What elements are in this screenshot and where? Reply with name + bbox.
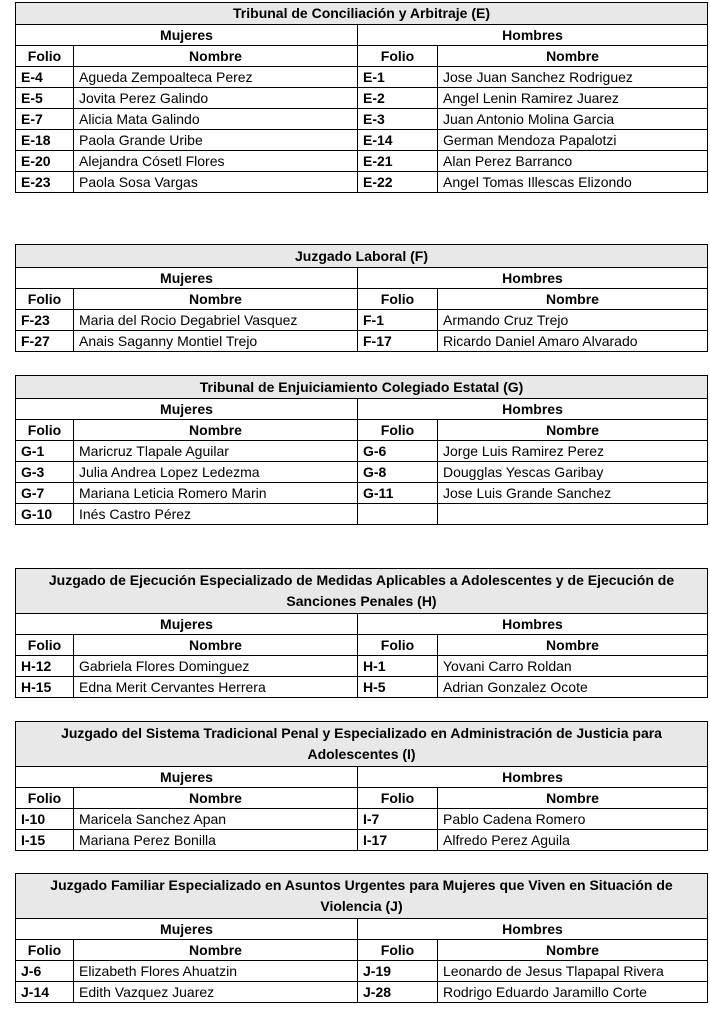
name-cell: Agueda Zempoalteca Perez	[74, 67, 358, 88]
folio-cell: E-1	[358, 67, 438, 88]
hombres-header: Hombres	[358, 919, 708, 940]
nombre-column-header: Nombre	[74, 46, 358, 67]
name-cell: Inés Castro Pérez	[74, 504, 358, 525]
mujeres-header: Mujeres	[16, 614, 358, 635]
name-cell: Gabriela Flores Dominguez	[74, 656, 358, 677]
section-title: Juzgado Laboral (F)	[16, 245, 708, 268]
nombre-column-header: Nombre	[74, 635, 358, 656]
name-cell: Yovani Carro Roldan	[438, 656, 708, 677]
name-cell: Leonardo de Jesus Tlapapal Rivera	[438, 961, 708, 982]
folio-cell: I-15	[16, 830, 74, 851]
table-row	[16, 677, 708, 698]
folio-cell: E-7	[16, 109, 74, 130]
folio-cell: E-2	[358, 88, 438, 109]
section-title: Tribunal de Conciliación y Arbitraje (E)	[16, 3, 708, 25]
name-cell: Mariana Perez Bonilla	[74, 830, 358, 851]
folio-cell: E-18	[16, 130, 74, 151]
name-cell: Alfredo Perez Aguila	[438, 830, 708, 851]
section-title: Juzgado del Sistema Tradicional Penal y Especializado en Administración de Justicia para Adolescentes (I)	[16, 722, 708, 767]
folio-cell: E-14	[358, 130, 438, 151]
folio-cell: F-23	[16, 310, 74, 331]
folio-column-header: Folio	[358, 635, 438, 656]
table-row	[16, 982, 708, 1003]
folio-column-header: Folio	[358, 788, 438, 809]
folio-cell	[358, 504, 438, 525]
name-cell: Angel Tomas Illescas Elizondo	[438, 172, 708, 193]
name-cell: Juan Antonio Molina Garcia	[438, 109, 708, 130]
name-cell: Pablo Cadena Romero	[438, 809, 708, 830]
folio-cell: G-7	[16, 483, 74, 504]
name-cell: Elizabeth Flores Ahuatzin	[74, 961, 358, 982]
folio-cell: H-15	[16, 677, 74, 698]
folio-column-header: Folio	[358, 46, 438, 67]
mujeres-header: Mujeres	[16, 268, 358, 289]
folio-column-header: Folio	[16, 46, 74, 67]
table-row	[16, 483, 708, 504]
folio-column-header: Folio	[16, 420, 74, 441]
name-cell: Alejandra Cósetl Flores	[74, 151, 358, 172]
folio-cell: E-4	[16, 67, 74, 88]
folio-cell: H-1	[358, 656, 438, 677]
hombres-header: Hombres	[358, 268, 708, 289]
table-row	[16, 88, 708, 109]
table-row	[16, 830, 708, 851]
name-cell: Edna Merit Cervantes Herrera	[74, 677, 358, 698]
table-row	[16, 310, 708, 331]
table-row	[16, 331, 708, 352]
section-table	[15, 244, 708, 352]
name-cell: Mariana Leticia Romero Marin	[74, 483, 358, 504]
folio-cell: F-1	[358, 310, 438, 331]
folio-cell: I-10	[16, 809, 74, 830]
name-cell: Jovita Perez Galindo	[74, 88, 358, 109]
section-table	[15, 721, 708, 851]
name-cell: Jorge Luis Ramirez Perez	[438, 441, 708, 462]
table-row	[16, 462, 708, 483]
folio-cell: E-3	[358, 109, 438, 130]
table-row	[16, 809, 708, 830]
folio-column-header: Folio	[358, 420, 438, 441]
nombre-column-header: Nombre	[438, 940, 708, 961]
nombre-column-header: Nombre	[438, 289, 708, 310]
folio-column-header: Folio	[358, 940, 438, 961]
nombre-column-header: Nombre	[438, 788, 708, 809]
table-row	[16, 441, 708, 462]
name-cell: Angel Lenin Ramirez Juarez	[438, 88, 708, 109]
name-cell: Ricardo Daniel Amaro Alvarado	[438, 331, 708, 352]
folio-cell: I-7	[358, 809, 438, 830]
name-cell: Maria del Rocio Degabriel Vasquez	[74, 310, 358, 331]
nombre-column-header: Nombre	[438, 46, 708, 67]
table-row	[16, 67, 708, 88]
name-cell: Paola Sosa Vargas	[74, 172, 358, 193]
name-cell: German Mendoza Papalotzi	[438, 130, 708, 151]
table-row	[16, 130, 708, 151]
folio-cell: G-11	[358, 483, 438, 504]
name-cell	[438, 504, 708, 525]
name-cell: Rodrigo Eduardo Jaramillo Corte	[438, 982, 708, 1003]
name-cell: Anais Saganny Montiel Trejo	[74, 331, 358, 352]
folio-cell: G-3	[16, 462, 74, 483]
folio-cell: G-6	[358, 441, 438, 462]
mujeres-header: Mujeres	[16, 919, 358, 940]
folio-cell: E-5	[16, 88, 74, 109]
name-cell: Alan Perez Barranco	[438, 151, 708, 172]
name-cell: Maricela Sanchez Apan	[74, 809, 358, 830]
folio-cell: F-17	[358, 331, 438, 352]
section-title: Tribunal de Enjuiciamiento Colegiado Estatal (G)	[16, 376, 708, 399]
hombres-header: Hombres	[358, 767, 708, 788]
section-title: Juzgado de Ejecución Especializado de Medidas Aplicables a Adolescentes y de Ejecución de Sanciones Penales (H)	[16, 569, 708, 614]
section-table	[15, 873, 708, 1003]
mujeres-header: Mujeres	[16, 399, 358, 420]
folio-column-header: Folio	[16, 289, 74, 310]
name-cell: Jose Juan Sanchez Rodriguez	[438, 67, 708, 88]
folio-column-header: Folio	[358, 289, 438, 310]
table-row	[16, 961, 708, 982]
hombres-header: Hombres	[358, 614, 708, 635]
folio-cell: G-10	[16, 504, 74, 525]
table-row	[16, 151, 708, 172]
folio-cell: E-21	[358, 151, 438, 172]
table-row	[16, 109, 708, 130]
folio-cell: I-17	[358, 830, 438, 851]
name-cell: Maricruz Tlapale Aguilar	[74, 441, 358, 462]
hombres-header: Hombres	[358, 399, 708, 420]
nombre-column-header: Nombre	[74, 420, 358, 441]
folio-cell: J-19	[358, 961, 438, 982]
section-table	[15, 375, 708, 525]
section-title: Juzgado Familiar Especializado en Asuntos Urgentes para Mujeres que Viven en Situación de Violencia (J)	[16, 874, 708, 919]
name-cell: Paola Grande Uribe	[74, 130, 358, 151]
folio-cell: G-1	[16, 441, 74, 462]
table-row	[16, 172, 708, 193]
mujeres-header: Mujeres	[16, 25, 358, 46]
folio-column-header: Folio	[16, 635, 74, 656]
section-table	[15, 568, 708, 698]
folio-cell: E-20	[16, 151, 74, 172]
mujeres-header: Mujeres	[16, 767, 358, 788]
folio-cell: E-23	[16, 172, 74, 193]
nombre-column-header: Nombre	[74, 788, 358, 809]
nombre-column-header: Nombre	[438, 420, 708, 441]
name-cell: Julia Andrea Lopez Ledezma	[74, 462, 358, 483]
folio-cell: J-14	[16, 982, 74, 1003]
folio-cell: E-22	[358, 172, 438, 193]
folio-cell: F-27	[16, 331, 74, 352]
name-cell: Adrian Gonzalez Ocote	[438, 677, 708, 698]
name-cell: Dougglas Yescas Garibay	[438, 462, 708, 483]
section-table	[15, 2, 708, 193]
name-cell: Edith Vazquez Juarez	[74, 982, 358, 1003]
folio-cell: H-12	[16, 656, 74, 677]
folio-column-header: Folio	[16, 940, 74, 961]
folio-cell: J-28	[358, 982, 438, 1003]
folio-column-header: Folio	[16, 788, 74, 809]
nombre-column-header: Nombre	[74, 940, 358, 961]
name-cell: Jose Luis Grande Sanchez	[438, 483, 708, 504]
nombre-column-header: Nombre	[438, 635, 708, 656]
hombres-header: Hombres	[358, 25, 708, 46]
nombre-column-header: Nombre	[74, 289, 358, 310]
name-cell: Alicia Mata Galindo	[74, 109, 358, 130]
folio-cell: H-5	[358, 677, 438, 698]
table-row	[16, 656, 708, 677]
name-cell: Armando Cruz Trejo	[438, 310, 708, 331]
table-row	[16, 504, 708, 525]
folio-cell: J-6	[16, 961, 74, 982]
folio-cell: G-8	[358, 462, 438, 483]
